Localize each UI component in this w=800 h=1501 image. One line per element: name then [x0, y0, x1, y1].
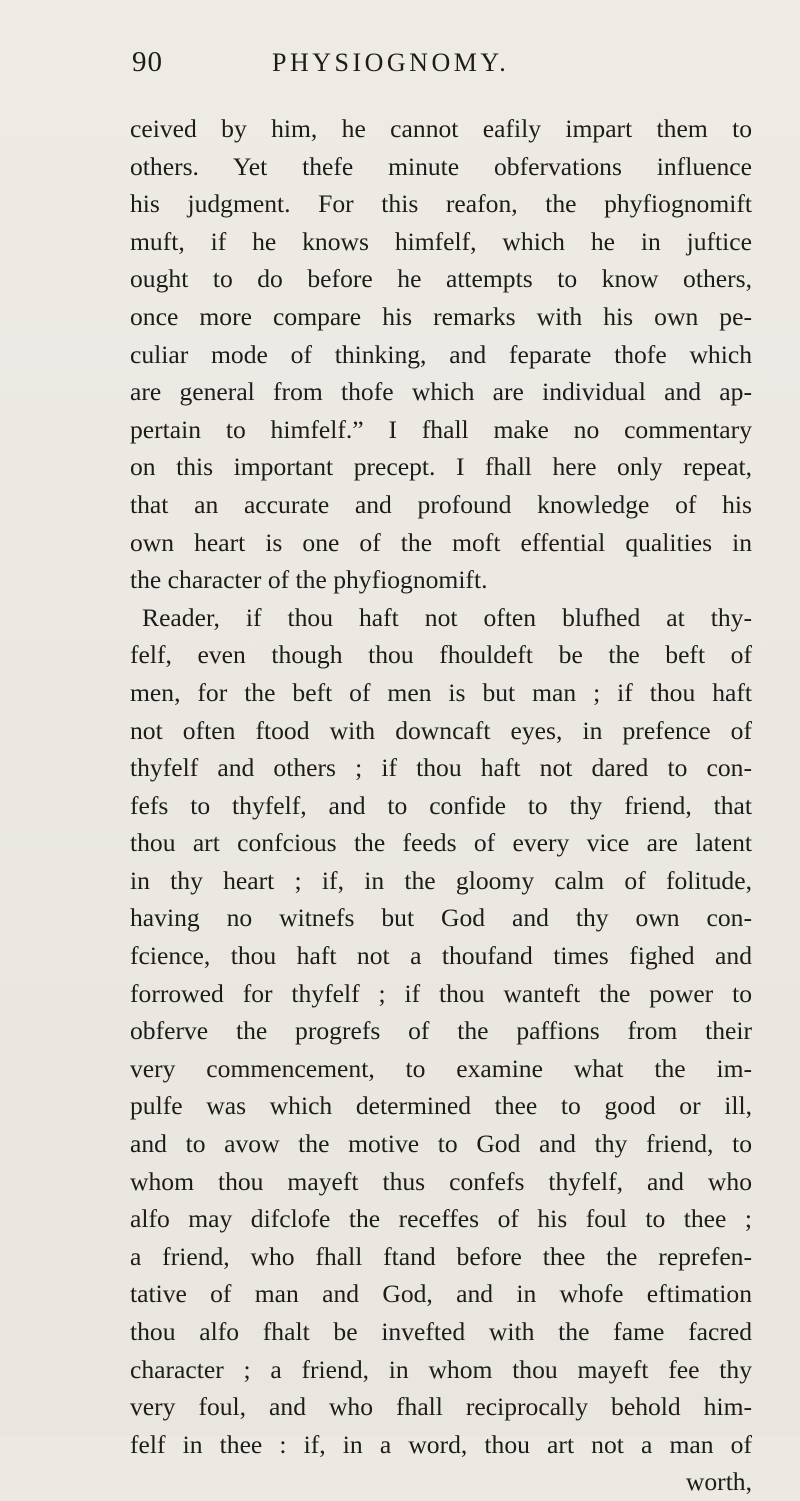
text-line: ought to do before he attempts to know others,	[130, 264, 752, 294]
text-line: men, for the beft of men is but man ; if thou haft	[130, 677, 752, 707]
text-line: once more compare his remarks with his own pe-	[130, 301, 752, 331]
text-line: character ; a friend, in whom thou mayeft fee thy	[130, 1354, 752, 1384]
text-line: pertain to himfelf.” I fhall make no commentary	[130, 414, 752, 444]
text-line: having no witnefs but God and thy own con-	[130, 903, 752, 933]
text-line: not often ftood with downcaft eyes, in prefence of	[130, 715, 752, 745]
text-line: very foul, and who fhall reciprocally behold him-	[130, 1392, 752, 1422]
text-line: are general from thofe which are individual and ap-	[130, 377, 752, 407]
text-line: pulfe was which determined thee to good or ill,	[130, 1091, 752, 1121]
text-line: fefs to thyfelf, and to confide to thy friend, that	[130, 790, 752, 820]
text-line: on this important precept. I fhall here only repeat,	[130, 452, 752, 482]
text-line: his judgment. For this reafon, the phyfiognomift	[130, 189, 752, 219]
text-line: whom thou mayeft thus confefs thyfelf, and who	[130, 1166, 752, 1196]
text-line: forrowed for thyfelf ; if thou wanteft the power to	[130, 978, 752, 1008]
text-line: felf, even though thou fhouldeft be the beft of	[130, 640, 752, 670]
text-line: ceived by him, he cannot eafily impart them to	[130, 114, 752, 143]
text-line: very commencement, to examine what the im-	[130, 1053, 752, 1083]
text-line: thou alfo fhalt be invefted with the fame facred	[130, 1317, 752, 1346]
text-line: the character of the phyfiognomift.	[130, 565, 488, 595]
text-line: alfo may difclofe the receffes of his foul to thee ;	[130, 1204, 752, 1234]
text-line: felf in thee : if, in a word, thou art not a man of	[130, 1429, 752, 1459]
text-line: muft, if he knows himfelf, which he in juftice	[130, 226, 752, 256]
text-line: tative of man and God, and in whofe eftimation	[130, 1279, 752, 1309]
text-line: own heart is one of the moft effential qualities in	[130, 527, 752, 557]
text-line-paragraph-start: Reader, if thou haft not often blufhed at thy-	[142, 602, 752, 632]
body-text	[130, 110, 752, 1501]
text-line: in thy heart ; if, in the gloomy calm of folitude,	[130, 865, 752, 895]
text-line: culiar mode of thinking, and feparate thofe which	[130, 339, 752, 369]
page-header	[132, 38, 760, 98]
text-line: others. Yet thefe minute obfervations influence	[130, 151, 752, 181]
text-line: a friend, who fhall ftand before thee the reprefen-	[130, 1241, 752, 1271]
text-line: and to avow the motive to God and thy friend, to	[130, 1129, 752, 1159]
text-line: obferve the progrefs of the paffions from their	[130, 1016, 752, 1046]
catchword: worth,	[685, 1467, 752, 1497]
text-line: fcience, thou haft not a thoufand times fighed and	[130, 941, 752, 971]
page-number: 90	[132, 46, 163, 78]
running-head: PHYSIOGNOMY.	[272, 48, 510, 77]
text-line: thyfelf and others ; if thou haft not dared to con-	[130, 753, 752, 783]
text-line: that an accurate and profound knowledge of his	[130, 489, 752, 519]
text-line: thou art confcious the feeds of every vice are latent	[130, 828, 752, 858]
